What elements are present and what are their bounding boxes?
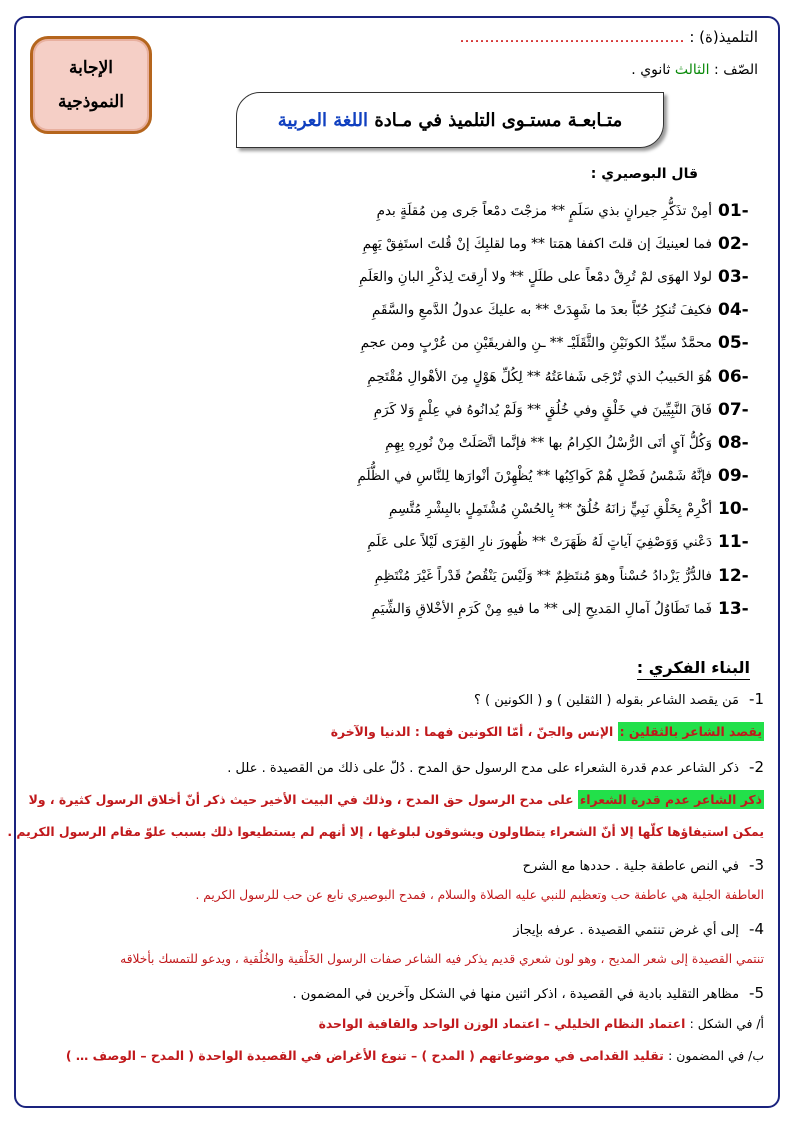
verse-line xyxy=(50,227,760,260)
question-number: 5- xyxy=(749,984,764,1002)
verse-number: 08- xyxy=(718,432,749,453)
answer-2-line-1 xyxy=(30,792,764,807)
badge-line-2: النموذجية xyxy=(58,92,124,112)
verse-text: فَاقَ النَّبِيِّينَ في خَلْقٍ وفي خُلُقٍ ** وَلَمْ يُدانُوهُ في عِلْمٍ وَلا كَرَمِ xyxy=(373,401,712,418)
verse-line xyxy=(50,493,760,526)
student-name-line xyxy=(460,28,758,46)
answer-highlight: يقصد الشاعر بالثقلين : xyxy=(619,724,762,739)
verse-line xyxy=(50,260,760,293)
verse-line xyxy=(50,294,760,327)
verse-line xyxy=(50,426,760,459)
student-name-blank[interactable]: ……………………………………… xyxy=(459,28,685,46)
answer-label: أ/ في الشكل : xyxy=(689,1016,764,1031)
question-number: 3- xyxy=(749,856,764,874)
page-title xyxy=(236,92,664,148)
question-text: مَن يقصد الشاعر بقوله ( الثقلين ) و ( الكونين ) ؟ xyxy=(473,693,740,708)
verse-text: أمِنْ تذَكُّرِ جيرانٍ بذي سَلَمٍ ** مزجْتَ دمْعاً جَرى مِن مُقلَةٍ بدمِ xyxy=(376,202,712,219)
title-prefix: متـابعـة مستـوى التلميذ في مـادة xyxy=(374,109,623,131)
verse-text: لولا الهوَى لمْ تُرِقْ دمْعاً على طلَلٍ ** ولا أرِقتَ لِذكْرِ البانِ والعَلَمِ xyxy=(359,268,712,285)
answer-text: على مدح الرسول حق المدح ، وذلك في البيت الأخير حيث ذكر أنّ أخلاق الرسول كثيرة ، ولا xyxy=(28,792,574,807)
answer-text: الإنس والجنّ ، أمّا الكونين فهما : الدنيا والآخرة xyxy=(330,724,614,739)
verse-text: فالدُّرُّ يَزْدادُ حُسْناً وهوَ مُنتَظِمٌ ** وَلَيْسَ يَنْقُصُ قَدْراً غَيْرَ مُنْتَظِمِ xyxy=(374,567,712,584)
poet-intro: قال البوصيري : xyxy=(590,166,698,182)
model-answer-badge xyxy=(30,36,152,134)
verse-text: دَعْني وَوَصْفِيَ آياتٍ لَهُ ظَهَرَتْ ** ظُهورَ نارِ القِرَى لَيْلاً على عَلَمِ xyxy=(367,534,712,551)
answer-text: اعتماد النظام الخليلي – اعتماد الوزن الواحد والقافية الواحدة xyxy=(318,1016,686,1031)
verse-number: 06- xyxy=(718,366,749,387)
verse-line xyxy=(50,327,760,360)
verse-text: فإنَّهُ شَمْسُ فَضْلٍ هُمْ كَواكِبُها ** يُظْهِرْنَ أنْوارَها لِلنَّاسِ في الظُّلَمِ xyxy=(357,468,712,485)
verse-line xyxy=(50,526,760,559)
question-3 xyxy=(30,856,764,874)
verse-number: 02- xyxy=(718,233,749,254)
verse-line xyxy=(50,460,760,493)
question-number: 2- xyxy=(749,758,764,776)
poem-verses xyxy=(50,194,760,625)
verse-line xyxy=(50,559,760,592)
answer-3: العاطفة الجلية هي عاطفة حب وتعظيم للنبي عليه الصلاة والسلام ، فمدح البوصيري نابع عن حب للرسول الكريم . xyxy=(195,888,764,902)
answer-2-line-2: يمكن استيفاؤها كلّها إلا أنّ الشعراء يتطاولون ويشوقون لبلوغها ، إلا أنهم لم يستطيعوا ذلك بسبب علوّ مقام الرسول الكريم . xyxy=(7,824,764,839)
verse-line xyxy=(50,194,760,227)
answer-1 xyxy=(30,724,764,739)
class-value: الثالث xyxy=(674,62,710,78)
verse-text: هُوَ الحَبيبُ الذي تُرْجَى شَفاعَتُهُ ** لِكُلِّ هَوْلٍ مِنَ الأهْوالِ مُقْتَحِمِ xyxy=(367,368,712,385)
verse-text: فَما تَطَاوُلُ آمالِ المَديحِ إلى ** ما فيهِ مِنْ كَرَمِ الأخْلاقِ وَالشِّيَمِ xyxy=(371,600,712,617)
title-subject: اللغة العربية xyxy=(277,109,369,131)
student-label: التلميذ(ة) : xyxy=(689,28,758,46)
verse-number: 07- xyxy=(718,399,749,420)
answer-5-form xyxy=(30,1016,764,1031)
class-suffix: ثانوي . xyxy=(631,62,671,78)
verse-number: 12- xyxy=(718,565,749,586)
question-number: 1- xyxy=(749,690,764,708)
question-text: في النص عاطفة جلية . حددها مع الشرح xyxy=(522,859,740,874)
verse-number: 11- xyxy=(718,532,749,553)
answer-4: تنتمي القصيدة إلى شعر المديح ، وهو لون شعري قديم يذكر فيه الشاعر صفات الرسول الخَلْقية والخُلُقية ، ويدعو للتمسك بأخلاقه xyxy=(120,952,764,966)
verse-number: 01- xyxy=(718,200,749,221)
verse-text: فكيفَ تُنكِرُ حُبّاً بعدَ ما شَهِدَتْ ** به عليكَ عدولُ الدَّمعِ والسَّقَمِ xyxy=(371,302,712,319)
question-5 xyxy=(30,984,764,1002)
verse-text: محمَّدٌ سيِّدُ الكونَيْنِ والثَّقَلَيْـ ** ـنِ والفريقَيْنِ من عُرْبٍ ومن عجمِ xyxy=(360,335,712,352)
question-text: إلى أي غرض تنتمي القصيدة . عرفه بإيجاز xyxy=(513,923,740,938)
verse-number: 05- xyxy=(718,333,749,354)
answer-label: ب/ في المضمون : xyxy=(668,1048,764,1063)
question-text: مظاهر التقليد بادية في القصيدة ، اذكر اثنين منها في الشكل وآخرين في المضمون . xyxy=(292,987,740,1002)
verse-text: أكْرِمْ بِخَلْقِ نَبِيٍّ زانَهُ خُلُقٌ ** بِالحُسْنِ مُشْتَمِلٍ بالبِشْرِ مُتَّسِمِ xyxy=(388,501,712,518)
question-text: ذكر الشاعر عدم قدرة الشعراء على مدح الرسول حق المدح . دُلّ على ذلك من القصيدة . علل . xyxy=(227,761,740,776)
question-1 xyxy=(30,690,764,708)
verse-line xyxy=(50,592,760,625)
verse-number: 13- xyxy=(718,598,749,619)
verse-number: 09- xyxy=(718,466,749,487)
answer-5-content xyxy=(30,1048,764,1063)
answer-highlight: ذكر الشاعر عدم قدرة الشعراء xyxy=(579,792,762,807)
verse-text: فما لعينيكَ إن قلتَ اكففا همَتا ** وما لقلبِكَ إنْ قُلتَ استَفِقْ يَهِمِ xyxy=(362,235,712,252)
question-number: 4- xyxy=(749,920,764,938)
class-label: الصّف : xyxy=(714,62,758,78)
verse-text: وَكُلُّ آيٍ أتَى الرُّسْلُ الكِرامُ بها ** فإنَّما اتَّصَلَتْ مِنْ نُورِهِ بِهِمِ xyxy=(385,434,712,451)
verse-line xyxy=(50,393,760,426)
question-4 xyxy=(30,920,764,938)
class-line xyxy=(631,62,758,78)
badge-line-1: الإجابة xyxy=(69,58,113,78)
verse-number: 04- xyxy=(718,300,749,321)
verse-number: 10- xyxy=(718,499,749,520)
section-title: البناء الفكري : xyxy=(637,658,750,680)
answer-text: تقليد القدامى في موضوعاتهم ( المدح ) – تنوع الأغراض في القصيدة الواحدة ( المدح – الوصف … ) xyxy=(65,1048,664,1063)
verse-number: 03- xyxy=(718,266,749,287)
question-2 xyxy=(30,758,764,776)
verse-line xyxy=(50,360,760,393)
